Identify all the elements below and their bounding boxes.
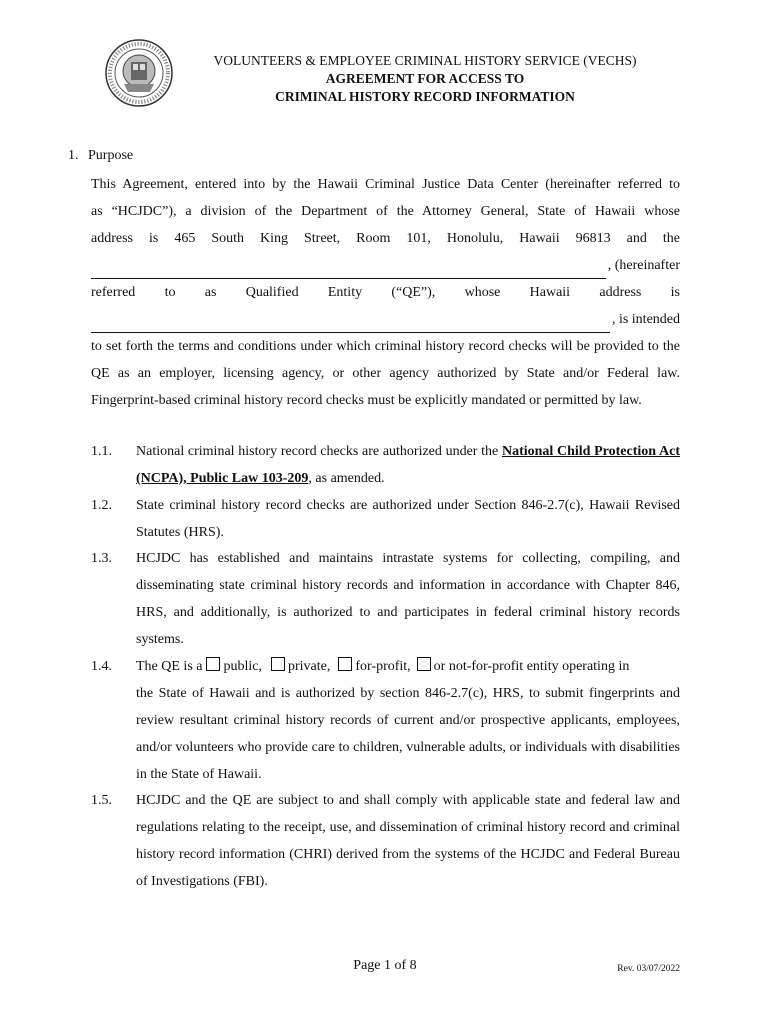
referred-line-word: is	[670, 285, 680, 300]
ncpa-reference: National Child Protection Act (NCPA), Public Law 103-209	[136, 444, 680, 486]
public-checkbox[interactable]	[206, 657, 220, 671]
for-profit-checkbox[interactable]	[338, 657, 352, 671]
referred-line-word: to	[164, 285, 176, 300]
referred-line-word: Hawaii	[529, 285, 571, 300]
referred-line-word: whose	[464, 285, 501, 300]
public-label: public,	[223, 659, 262, 674]
header-line-2: AGREEMENT FOR ACCESS TO	[325, 71, 525, 86]
referred-line-word: Entity	[327, 285, 363, 300]
item-number: 1.5.	[91, 793, 112, 808]
item-number: 1.1.	[91, 444, 112, 459]
private-checkbox[interactable]	[271, 657, 285, 671]
page-number: Page 1 of 8	[353, 958, 417, 973]
not-for-profit-checkbox[interactable]	[417, 657, 431, 671]
entity-type-row	[136, 653, 680, 680]
item-text: the State of Hawaii and is authorized by section 846-2.7(c), HRS, to submit fingerprints and review resultant criminal history records of current and/or prospective applicants, employees, and/or volunteers who provide care to children, vulnerable adults, or individuals with disabilities in the State of Hawaii.	[136, 686, 680, 782]
item-1-2	[91, 492, 680, 546]
item-text-end: , as amended.	[308, 471, 385, 486]
state-seal-icon	[104, 38, 174, 108]
intro-line-1: This Agreement, entered into by the Hawaii Criminal Justice Data Center (hereinafter referred to	[91, 177, 680, 192]
referred-line-word: Qualified	[245, 285, 299, 300]
qe-name-suffix: , (hereinafter	[607, 258, 680, 273]
header-line-3: CRIMINAL HISTORY RECORD INFORMATION	[275, 89, 575, 104]
qe-name-row	[91, 252, 680, 279]
item-number: 1.4.	[91, 659, 112, 674]
intro-line-2: as “HCJDC”), a division of the Department of the Attorney General, State of Hawaii whose	[91, 204, 680, 219]
referred-line-word: referred	[91, 285, 136, 300]
section-number: 1.	[68, 148, 79, 163]
qe-address-suffix: , is intended	[611, 312, 680, 327]
document-header	[180, 52, 670, 106]
header-line-1: VOLUNTEERS & EMPLOYEE CRIMINAL HISTORY SERVICE (VECHS)	[213, 53, 637, 68]
entity-type-prefix: The QE is a	[136, 659, 203, 674]
item-1-5	[91, 787, 680, 895]
qe-address-blank[interactable]	[91, 314, 610, 333]
intro-rest: to set forth the terms and conditions under which criminal history record checks will be provided to the QE as an employer, licensing agency, or other agency authorized by State and/or Federal law. Fingerprint-based criminal history record checks must be explicitly mandated or permitted by law.	[91, 339, 680, 408]
intro-paragraph	[91, 171, 680, 414]
item-number: 1.2.	[91, 498, 112, 513]
intro-line-3: address is 465 South King Street, Room 101, Honolulu, Hawaii 96813 and the	[91, 231, 680, 246]
referred-line	[91, 279, 680, 306]
qe-address-row	[91, 306, 680, 333]
private-label: private,	[287, 659, 331, 674]
referred-line-word: (“QE”),	[391, 285, 436, 300]
revision-date: Rev. 03/07/2022	[617, 964, 680, 974]
item-text: HCJDC has established and maintains intrastate systems for collecting, compiling, and disseminating state criminal history records and information in accordance with Chapter 846, HRS, and additionally, is authorized to and participates in federal criminal history records systems.	[136, 551, 680, 647]
not-for-profit-label: or not-for-profit entity operating in	[433, 659, 630, 674]
item-text: National criminal history record checks are authorized under the	[136, 444, 502, 459]
referred-line-word: as	[204, 285, 217, 300]
item-text: HCJDC and the QE are subject to and shall comply with applicable state and federal law and regulations relating to the receipt, use, and dissemination of criminal history record and criminal history record information (CHRI) derived from the systems of the HCJDC and Federal Bureau of Investigations (FBI).	[136, 793, 680, 889]
item-number: 1.3.	[91, 551, 112, 566]
item-text: State criminal history record checks are authorized under Section 846-2.7(c), Hawaii Revised Statutes (HRS).	[136, 498, 680, 540]
item-1-4	[91, 653, 680, 788]
qe-name-blank[interactable]	[91, 260, 606, 279]
item-1-1	[91, 438, 680, 492]
section-heading	[68, 148, 133, 164]
referred-line-word: address	[599, 285, 642, 300]
item-1-3	[91, 545, 680, 653]
for-profit-label: for-profit,	[355, 659, 411, 674]
section-title: Purpose	[88, 148, 134, 163]
